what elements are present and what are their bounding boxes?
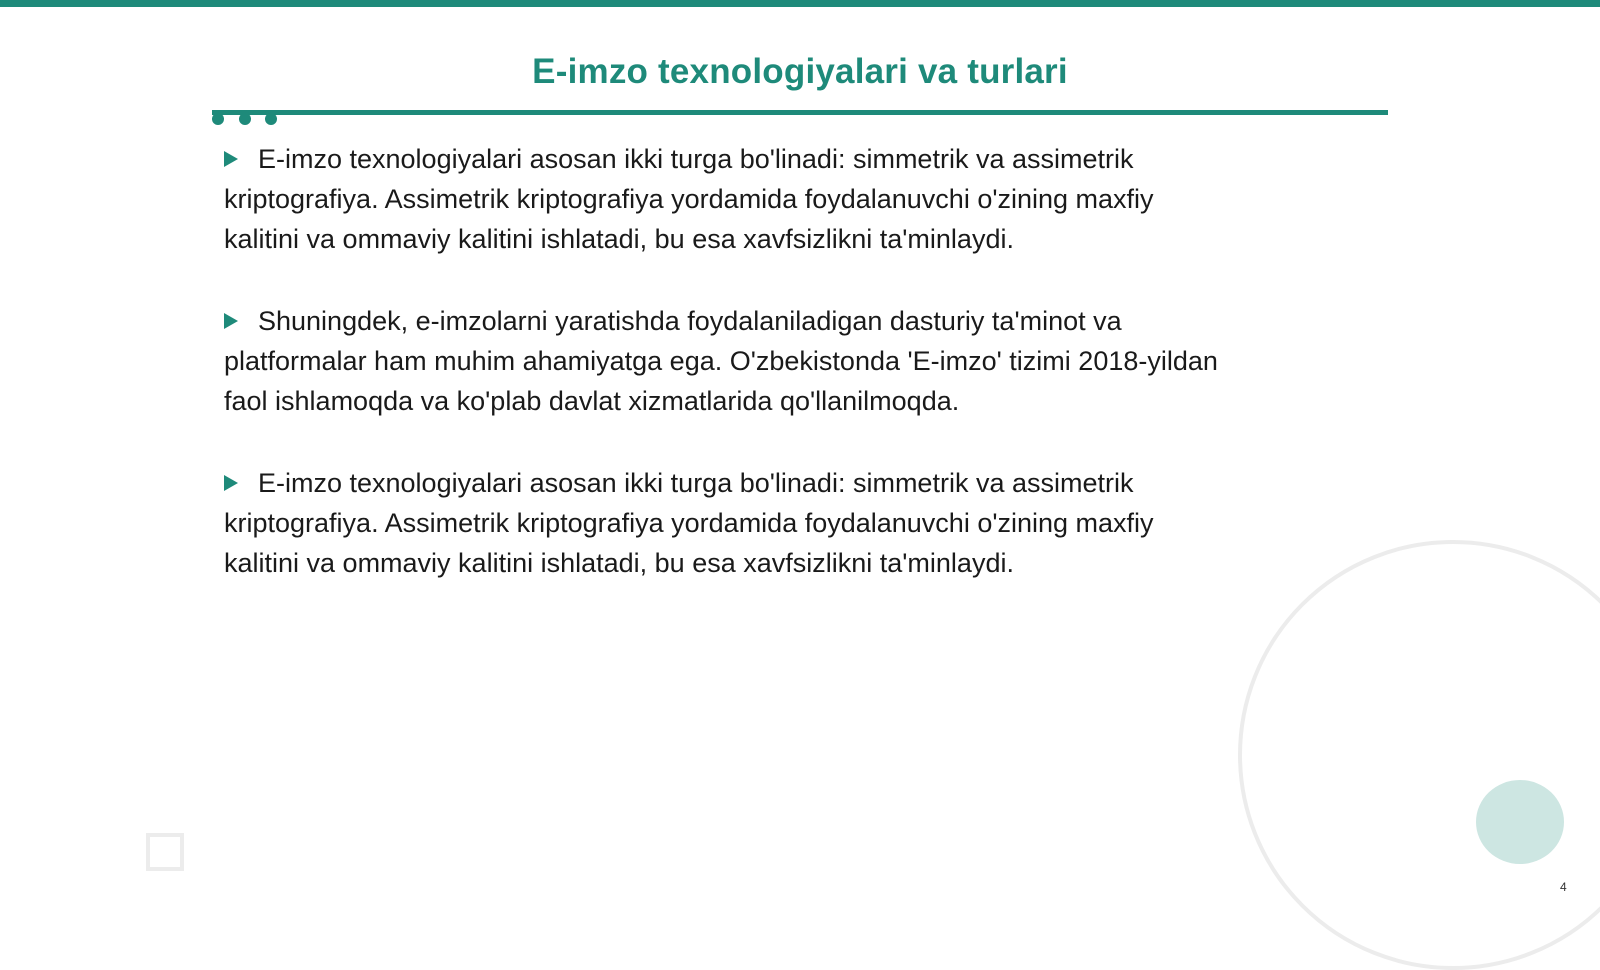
slide-title: E-imzo texnologiyalari va turlari: [532, 52, 1068, 91]
bullet-text: E-imzo texnologiyalari asosan ikki turga bo'linadi: simmetrik va assimetrik kriptografiya. Assimetrik kriptografiya yordamida foydalanuvchi o'zining maxfiy kalitini va ommaviy kalitini ishlatadi, bu esa xavfsizlikni ta'minlaydi.: [224, 144, 1154, 254]
decor-dot: [212, 113, 224, 125]
bullet-item: [224, 301, 1374, 421]
bullet-item: [224, 463, 1374, 583]
triangle-right-icon: [224, 151, 238, 167]
top-accent-bar: [0, 0, 1600, 7]
bullet-text: Shuningdek, e-imzolarni yaratishda foydalaniladigan dasturiy ta'minot va platformalar ham muhim ahamiyatga ega. O'zbekistonda 'E-imzo' tizimi 2018-yildan faol ishlamoqda va ko'plab davlat xizmatlarida qo'llanilmoqda.: [224, 306, 1218, 416]
decor-square: [146, 833, 184, 871]
bullet-item: [224, 139, 1374, 259]
triangle-right-icon: [224, 313, 238, 329]
decor-dot: [265, 113, 277, 125]
triangle-right-icon: [224, 475, 238, 491]
decor-dot: [239, 113, 251, 125]
bullet-list: [224, 139, 1374, 625]
decor-circle-filled: [1476, 780, 1564, 864]
bullet-text: E-imzo texnologiyalari asosan ikki turga bo'linadi: simmetrik va assimetrik kriptografiya. Assimetrik kriptografiya yordamida foydalanuvchi o'zining maxfiy kalitini va ommaviy kalitini ishlatadi, bu esa xavfsizlikni ta'minlaydi.: [224, 468, 1154, 578]
page-number: 4: [1560, 880, 1567, 894]
title-underline: [212, 110, 1388, 115]
